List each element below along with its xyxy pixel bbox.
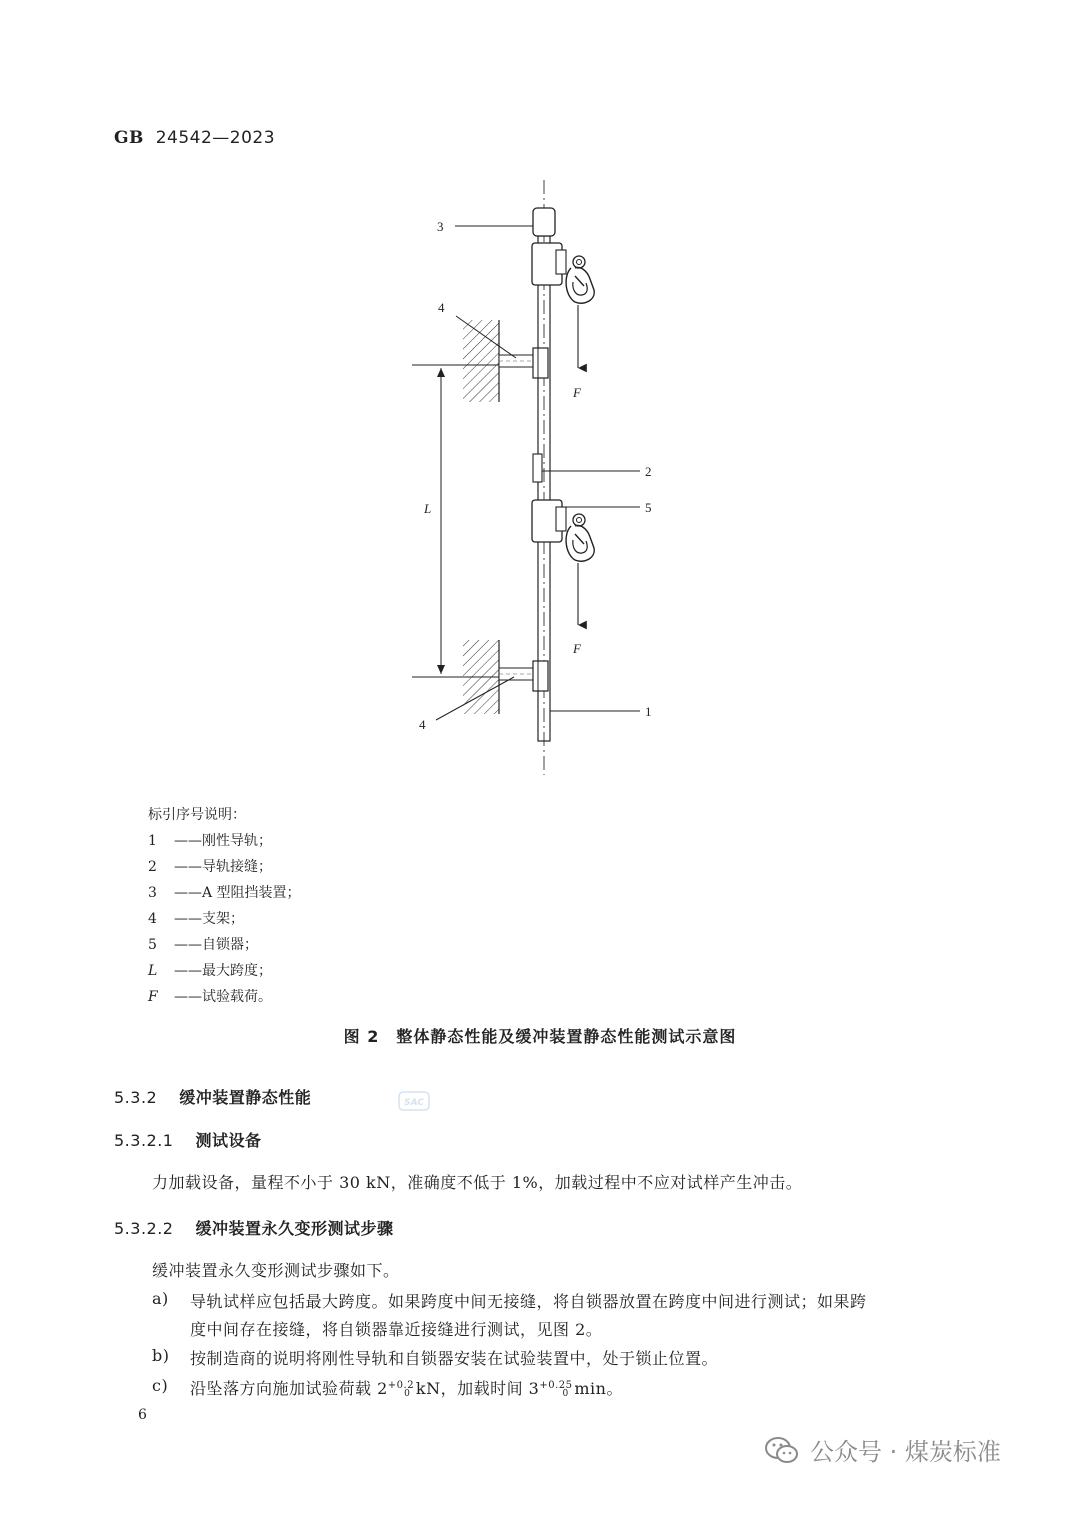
callout-1: 1 [645, 704, 652, 719]
callout-3: 3 [437, 219, 444, 234]
wechat-icon [764, 1435, 800, 1465]
page-number: 6 [138, 1407, 147, 1423]
carabiner-mid [566, 525, 594, 561]
svg-text:SAC: SAC [404, 1098, 424, 1108]
paragraph: 力加载设备，量程不小于 30 kN，准确度不低于 1%，加载过程中不应对试样产生冲击。 [152, 1173, 803, 1192]
legend-title: 标引序号说明： [148, 807, 246, 823]
span-label: L [424, 501, 432, 516]
wechat-footer [764, 1432, 1001, 1467]
legend-item: 4 ——支架； [148, 911, 244, 927]
legend-item: 5 ——自锁器； [148, 937, 258, 953]
footer-text: 公众号 · 煤炭标准 [810, 1438, 1001, 1466]
legend-item: 2 ——导轨接缝； [148, 859, 272, 875]
legend-item: F ——试验载荷。 [148, 989, 272, 1005]
section-heading-5-3-2-1: 5.3.2.1 测试设备 [114, 1131, 262, 1150]
force-label-top: F [573, 385, 581, 400]
list-item-a: a) 导轨试样应包括最大跨度。如果跨度中间无接缝，将自锁器放置在跨度中间进行测试；如果跨 度中间存在接缝，将自锁器靠近接缝进行测试，见图 2。 [152, 1289, 867, 1339]
carabiner-top [566, 267, 594, 303]
stop-device [533, 208, 555, 236]
section-heading-5-3-2: 5.3.2 缓冲装置静态性能 [114, 1088, 312, 1107]
wall-top [463, 320, 499, 402]
legend-item: L ——最大跨度； [148, 963, 272, 979]
rail-joint [533, 454, 542, 482]
figure-caption: 图 2 整体静态性能及缓冲装置静态性能测试示意图 [343, 1027, 737, 1046]
callout-4-bottom: 4 [419, 717, 426, 732]
paragraph: 缓冲装置永久变形测试步骤如下。 [152, 1261, 400, 1280]
callout-2: 2 [645, 464, 652, 479]
legend-item: 1 ——刚性导轨； [148, 833, 272, 849]
standard-header [114, 128, 275, 148]
callout-5: 5 [645, 500, 652, 515]
bracket-clamp-bottom [533, 661, 548, 691]
section-heading-5-3-2-2: 5.3.2.2 缓冲装置永久变形测试步骤 [114, 1219, 394, 1238]
legend-item: 3 ——A 型阻挡装置； [148, 885, 301, 901]
bracket-clamp-top [533, 348, 548, 378]
list-item-c: c) 沿坠落方向施加试验荷载 $2^{+0.2}_0$ kN，加载时间 $3^{+0.25}_0$ min。 [152, 1376, 623, 1399]
callout-4-top: 4 [438, 300, 445, 315]
list-item-b: b) 按制造商的说明将刚性导轨和自锁器安装在试验装置中，处于锁止位置。 [152, 1346, 719, 1368]
sac-watermark [398, 1090, 430, 1112]
standard-prefix: GB [114, 128, 144, 148]
standard-number: 24542—2023 [155, 128, 276, 148]
force-label-mid: F [573, 641, 581, 656]
test-schematic-figure [0, 170, 1080, 780]
